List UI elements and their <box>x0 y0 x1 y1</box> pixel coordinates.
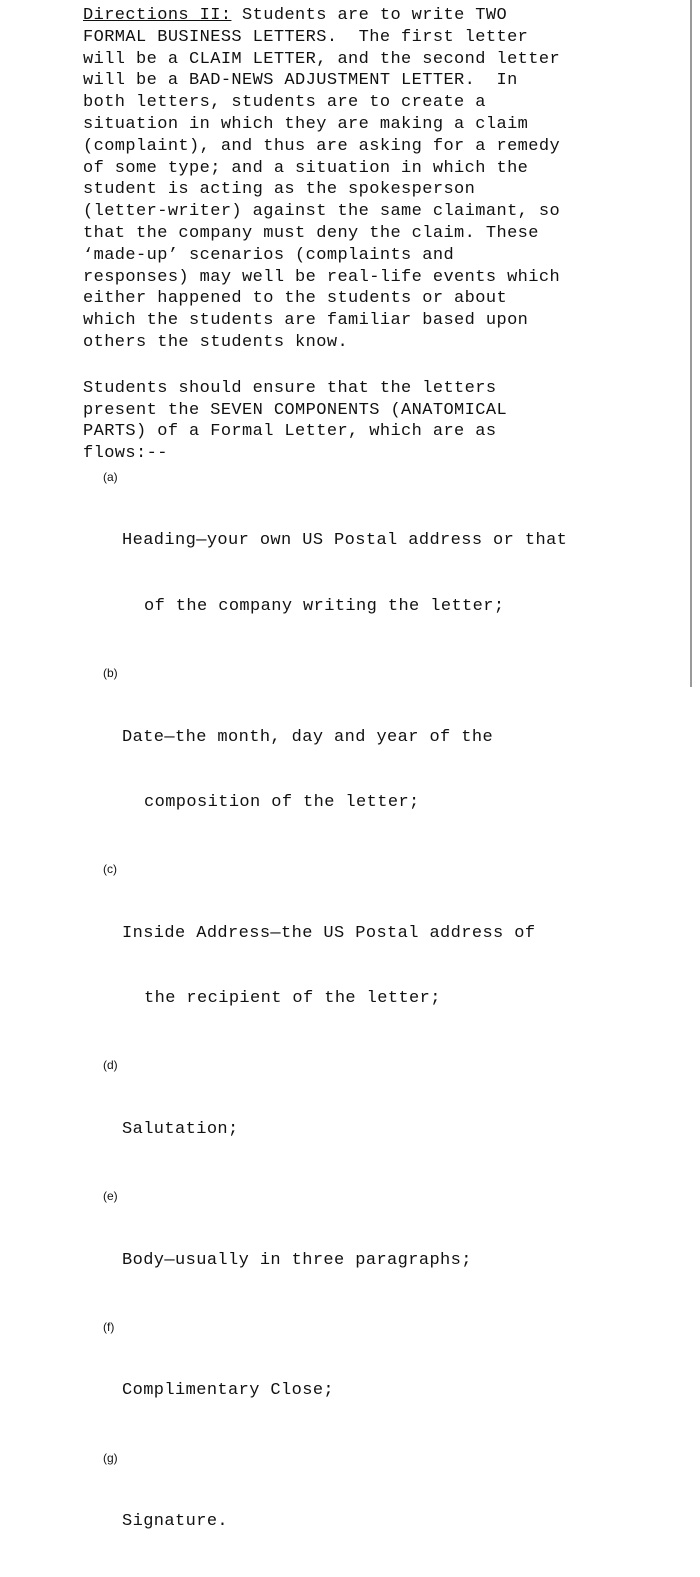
component-text-continued: composition of the letter; <box>144 792 420 812</box>
component-text: Date—the month, day and year of the <box>122 727 494 747</box>
page-edge-divider <box>690 0 692 687</box>
list-marker: (d) <box>103 1058 118 1073</box>
component-text: Salutation; <box>122 1119 239 1139</box>
directions-line-6: (complaint), and thus are asking for a remedy <box>83 136 561 156</box>
component-text: Inside Address—the US Postal address of <box>122 923 536 943</box>
component-text: Body—usually in three paragraphs; <box>122 1250 472 1270</box>
directions-line-8: student is acting as the spokesperson <box>83 180 476 200</box>
list-marker: (b) <box>103 666 118 681</box>
list-marker: (a) <box>103 469 118 484</box>
directions-line-5: situation in which they are making a claim <box>83 114 529 134</box>
directions-line-7: of some type; and a situation in which the <box>83 158 529 178</box>
component-item-salutation <box>83 1053 643 1184</box>
directions-line-11: ‘made-up’ scenarios (complaints and <box>83 245 455 265</box>
component-item-heading <box>83 465 643 661</box>
directions-line-9: (letter-writer) against the same claimant, so <box>83 202 561 222</box>
directions-heading: Directions II: <box>83 6 232 25</box>
intro-line-1: Students should ensure that the letters <box>83 378 497 398</box>
directions-line-13: either happened to the students or about <box>83 289 508 309</box>
component-text: Signature. <box>122 1512 229 1532</box>
component-text-continued: the recipient of the letter; <box>144 989 441 1009</box>
components-list <box>83 465 643 1577</box>
list-marker: (f) <box>103 1320 115 1335</box>
component-text: Complimentary Close; <box>122 1381 335 1401</box>
components-intro-paragraph <box>83 378 643 465</box>
component-item-complimentary-close <box>83 1315 643 1446</box>
component-item-inside-address <box>83 857 643 1053</box>
list-marker: (c) <box>103 862 117 877</box>
list-marker: (g) <box>103 1450 118 1465</box>
component-item-date <box>83 661 643 857</box>
directions-paragraph <box>83 5 643 354</box>
intro-line-3: PARTS) of a Formal Letter, which are as <box>83 422 497 442</box>
directions-line-10: that the company must deny the claim. These <box>83 223 539 243</box>
directions-line-12: responses) may well be real-life events which <box>83 267 561 287</box>
directions-line-2: will be a CLAIM LETTER, and the second letter <box>83 49 561 69</box>
intro-line-4: flows:-- <box>83 444 168 464</box>
component-text: Heading—your own US Postal address or that <box>122 531 568 551</box>
list-marker: (e) <box>103 1189 118 1204</box>
directions-line-1: FORMAL BUSINESS LETTERS. The first letter <box>83 27 529 47</box>
directions-line-4: both letters, students are to create a <box>83 93 486 113</box>
directions-line-0: Students are to write TWO <box>231 6 508 25</box>
component-item-signature <box>83 1446 643 1577</box>
component-item-body <box>83 1184 643 1315</box>
document-body <box>83 5 643 1577</box>
component-text-continued: of the company writing the letter; <box>144 596 505 616</box>
directions-line-14: which the students are familiar based upon <box>83 311 529 331</box>
intro-line-2: present the SEVEN COMPONENTS (ANATOMICAL <box>83 400 508 420</box>
directions-line-3: will be a BAD-NEWS ADJUSTMENT LETTER. In <box>83 71 518 91</box>
directions-line-15: others the students know. <box>83 332 349 352</box>
